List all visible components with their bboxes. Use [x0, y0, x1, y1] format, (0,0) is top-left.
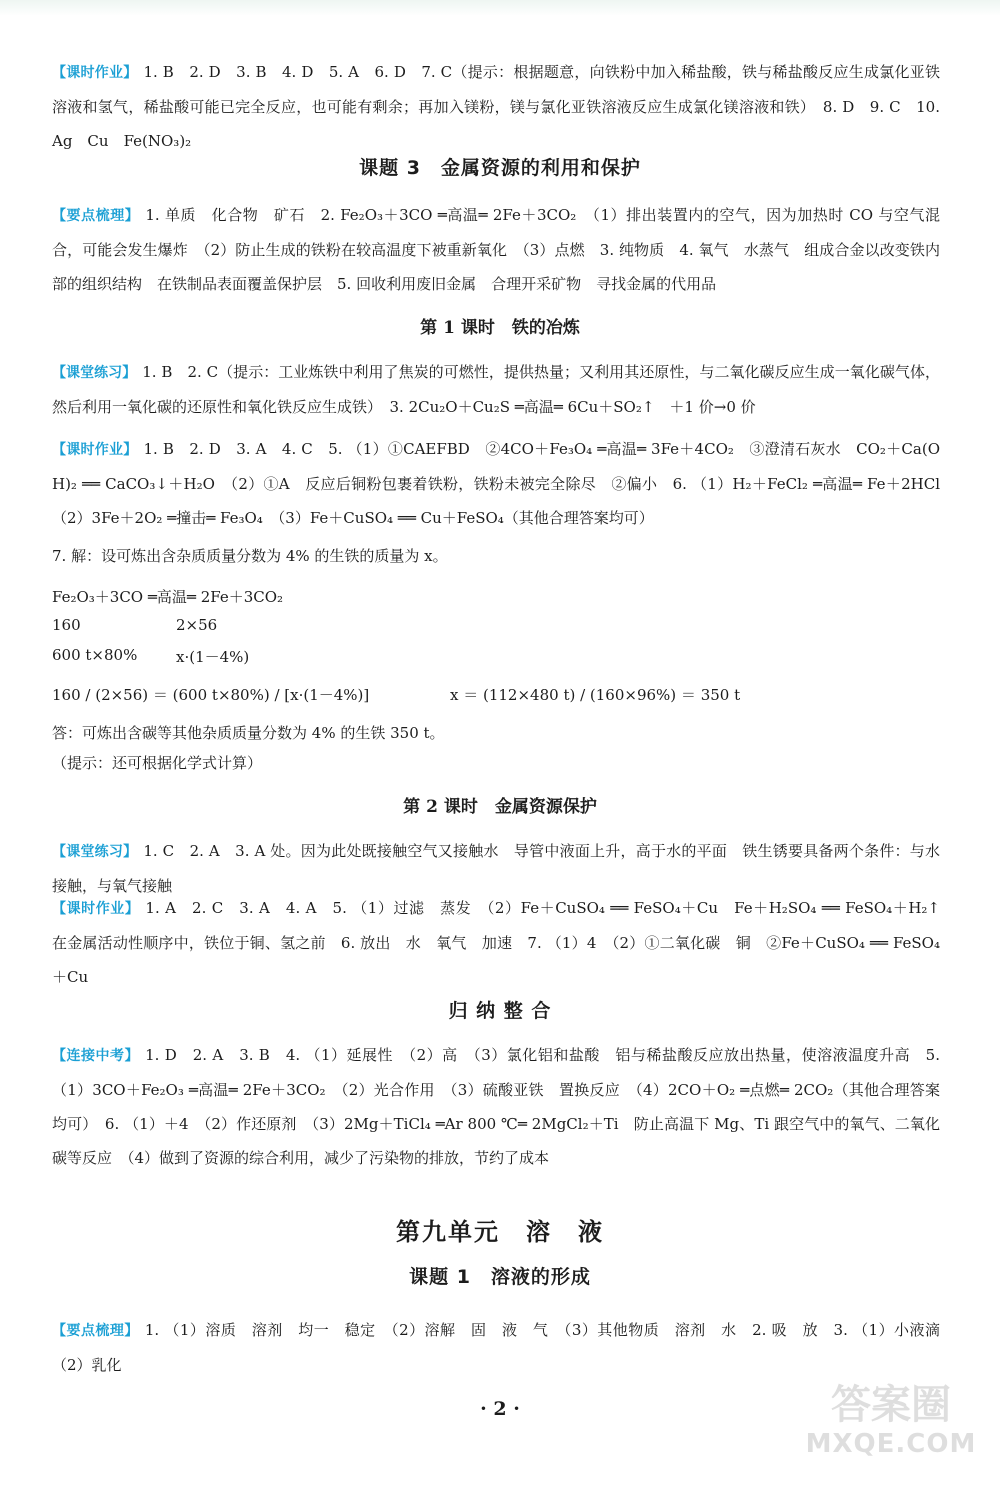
section-tag: 【课堂练习】	[52, 844, 138, 860]
watermark-url: MXQE.COM	[805, 1429, 977, 1459]
solution-result: x ＝ (112×480 t) / (160×96%) ＝ 350 t	[450, 686, 741, 704]
key-points-2	[52, 1313, 956, 1382]
section-tag: 【连接中考】	[52, 1048, 140, 1064]
homework-answers-1	[52, 55, 940, 158]
solution-mass-ratio-left: 160	[52, 616, 81, 634]
section-tag: 【要点梳理】	[52, 1323, 139, 1339]
solution-given-right: x·(1－4%)	[176, 648, 250, 666]
solution-hint: （提示：还可根据化学式计算）	[52, 754, 263, 772]
watermark-seal-text: 答案圈	[831, 1382, 951, 1428]
homework-answers-3	[52, 891, 956, 994]
solution-mass-ratio-right: 2×56	[176, 616, 218, 634]
lesson-title-1: 课题 1 溶液的形成	[409, 1266, 591, 1288]
homework-answers-2	[52, 432, 956, 535]
solution-proportion: 160 / (2×56) ＝ (600 t×80%) / [x·(1－4%)]	[52, 686, 370, 704]
period-title-2: 第 2 课时 金属资源保护	[403, 797, 597, 817]
top-band	[0, 0, 1000, 16]
watermark-logo	[796, 1382, 986, 1481]
section-tag: 【课时作业】	[52, 65, 138, 81]
lesson-title-3: 课题 3 金属资源的利用和保护	[359, 157, 641, 179]
solution-given-left: 600 t×80%	[52, 646, 138, 664]
solution-equation: Fe₂O₃＋3CO ═高温═ 2Fe＋3CO₂	[52, 588, 284, 606]
period-title-1: 第 1 课时 铁的冶炼	[420, 318, 580, 338]
key-points-1	[52, 198, 940, 301]
answer-text: 1. D 2. A 3. B 4. （1）延展性 （2）高 （3）氯化铝和盐酸 铝与稀盐酸反应放出热量，使溶液温度升高 5. （1）3CO＋Fe₂O₃ ═高温═ 2Fe＋3CO₂ （2）光合作用 （3）硫酸亚铁 置换反应 （4）2CO＋O₂ ═点燃═ 2CO₂（其他合理答案均可） 6. （1）＋4 （2）作还原剂 （3）2Mg＋TiCl₄ ═Ar 800 ℃═ 2MgCl₂＋Ti 防止高温下 Mg、Ti 跟空气中的氧气、二氧化碳等反应 （4）做到了资源的综合利用，减少了污染物的排放，节约了成本	[52, 1046, 940, 1167]
answer-text: 1. B 2. D 3. A 4. C 5. （1）①CAEFBD ②4CO＋Fe₃O₄ ═高温═ 3Fe＋4CO₂ ③澄清石灰水 CO₂＋Ca(OH)₂ ══ CaCO₃↓＋H₂O （2）①A 反应后铜粉包裹着铁粉，铁粉未被完全除尽 ②偏小 6. （1）H₂＋FeCl₂ ═高温═ Fe＋2HCl （2）3Fe＋2O₂ ═撞击═ Fe₃O₄ （3）Fe＋CuSO₄ ══ Cu＋FeSO₄（其他合理答案均可）	[52, 440, 956, 527]
section-tag: 【课堂练习】	[52, 365, 137, 381]
answer-text: 1. （1）溶质 溶剂 均一 稳定 （2）溶解 固 液 气 （3）其他物质 溶剂 水 2. 吸 放 3. （1）小液滴 （2）乳化	[52, 1321, 956, 1374]
unit-title: 第九单元 溶 液	[396, 1217, 604, 1246]
section-tag: 【课时作业】	[52, 901, 140, 917]
page-number: · 2 ·	[480, 1398, 520, 1420]
answer-text: 1. C 2. A 3. A 处。因为此处既接触空气又接触水 导管中液面上升，高于水的平面 铁生锈要具备两个条件：与水接触，与氧气接触	[52, 842, 941, 895]
solution-answer: 答：可炼出含碳等其他杂质质量分数为 4% 的生铁 350 t。	[52, 724, 445, 742]
answer-text: 1. 单质 化合物 矿石 2. Fe₂O₃＋3CO ═高温═ 2Fe＋3CO₂ （1）排出装置内的空气，因为加热时 CO 与空气混合，可能会发生爆炸 （2）防止生成的铁粉在较高温度下被重新氧化 （3）点燃 3. 纯物质 4. 氧气 水蒸气 组成合金以改变铁内部的组织结构 在铁制品表面覆盖保护层 5. 回收利用废旧金属 合理开采矿物 寻找金属的代用品	[52, 206, 941, 293]
exam-link-answers	[52, 1038, 940, 1175]
answer-text: 1. B 2. C（提示：工业炼铁中利用了焦炭的可燃性，提供热量；又利用其还原性，与二氧化碳反应生成一氧化碳气体，然后利用一氧化碳的还原性和氧化铁反应生成铁） 3. 2Cu₂O＋Cu₂S ═高温═ 6Cu＋SO₂↑ ＋1 价→0 价	[52, 363, 941, 416]
solution-line: 7. 解：设可炼出含杂质质量分数为 4% 的生铁的质量为 x。	[52, 547, 448, 565]
answer-text: 1. A 2. C 3. A 4. A 5. （1）过滤 蒸发 （2）Fe＋CuSO₄ ══ FeSO₄＋Cu Fe＋H₂SO₄ ══ FeSO₄＋H₂↑ 在金属活动性顺序中，铁位于铜、氢之前 6. 放出 水 氧气 加速 7. （1）4 （2）①二氧化碳 铜 ②Fe＋CuSO₄ ══ FeSO₄＋Cu	[52, 899, 956, 986]
section-tag: 【要点梳理】	[52, 208, 140, 224]
answer-text: 1. B 2. D 3. B 4. D 5. A 6. D 7. C（提示：根据题意，向铁粉中加入稀盐酸，铁与稀盐酸反应生成氯化亚铁溶液和氢气，稀盐酸可能已完全反应，也可能有剩余；再加入镁粉，镁与氯化亚铁溶液反应生成氯化镁溶液和铁） 8. D 9. C 10. Ag Cu Fe(NO₃)₂	[52, 63, 941, 150]
summary-title: 归 纳 整 合	[448, 1000, 552, 1022]
section-tag: 【课时作业】	[52, 442, 138, 458]
class-practice-1	[52, 355, 940, 424]
